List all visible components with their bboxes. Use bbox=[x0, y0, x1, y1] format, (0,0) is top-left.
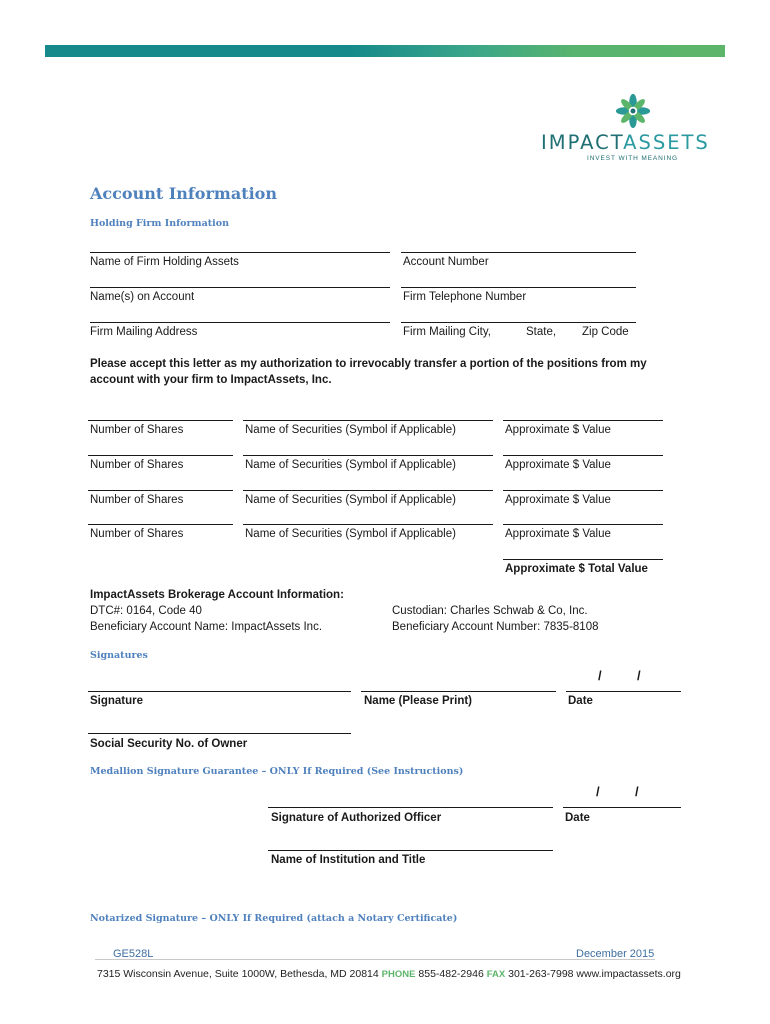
medallion-date-slash-2: / bbox=[635, 784, 639, 799]
securities-label-3: Name of Securities (Symbol if Applicable) bbox=[245, 494, 456, 506]
form-date: December 2015 bbox=[576, 948, 655, 960]
phone-number: 855-482-2946 bbox=[418, 968, 484, 980]
mailing-address-line[interactable] bbox=[90, 322, 390, 323]
fax-number: 301-263-7998 bbox=[508, 968, 574, 980]
officer-signature-label: Signature of Authorized Officer bbox=[271, 812, 442, 824]
custodian: Custodian: Charles Schwab & Co, Inc. bbox=[392, 605, 588, 617]
brand-wordmark bbox=[541, 131, 731, 154]
brand-name-part2: ASSETS bbox=[623, 131, 710, 154]
mailing-city-line[interactable] bbox=[401, 322, 636, 323]
firm-name-line[interactable] bbox=[90, 252, 390, 253]
mailing-address-label: Firm Mailing Address bbox=[90, 326, 198, 338]
date-slash-2: / bbox=[637, 668, 641, 683]
authorization-text: Please accept this letter as my authorization to irrevocably transfer a portion of the positions from my account with your firm to ImpactAssets, Inc. bbox=[90, 358, 647, 386]
medallion-date-line[interactable] bbox=[563, 807, 681, 808]
website-link[interactable]: www.impactassets.org bbox=[576, 968, 681, 980]
holding-section-heading: Holding Firm Information bbox=[90, 218, 229, 229]
securities-label-4: Name of Securities (Symbol if Applicable) bbox=[245, 528, 456, 540]
date-label: Date bbox=[568, 695, 593, 707]
zip-label: Zip Code bbox=[582, 326, 629, 338]
firm-name-label: Name of Firm Holding Assets bbox=[90, 256, 239, 268]
value-label-4: Approximate $ Value bbox=[505, 528, 611, 540]
brand-name-part1: IMPACT bbox=[541, 131, 624, 154]
institution-line[interactable] bbox=[268, 850, 553, 851]
notarized-heading: Notarized Signature – ONLY If Required (attach a Notary Certificate) bbox=[90, 913, 458, 924]
firm-phone-line[interactable] bbox=[401, 287, 636, 288]
securities-line-3[interactable] bbox=[243, 490, 493, 491]
state-label: State, bbox=[526, 326, 557, 338]
account-number-line[interactable] bbox=[401, 252, 636, 253]
shares-label-4: Number of Shares bbox=[90, 528, 184, 540]
header-color-bar bbox=[45, 45, 725, 57]
names-on-account-label: Name(s) on Account bbox=[90, 291, 195, 303]
shares-label-2: Number of Shares bbox=[90, 459, 184, 471]
dtc-number: DTC#: 0164, Code 40 bbox=[90, 605, 202, 617]
medallion-date-slash-1: / bbox=[596, 784, 600, 799]
footer-rule bbox=[95, 959, 655, 960]
names-on-account-line[interactable] bbox=[90, 287, 390, 288]
date-line[interactable] bbox=[566, 691, 681, 692]
securities-label-2: Name of Securities (Symbol if Applicable) bbox=[245, 459, 456, 471]
form-code: GE528L bbox=[113, 948, 154, 960]
ssn-label: Social Security No. of Owner bbox=[90, 738, 248, 750]
signature-line[interactable] bbox=[88, 691, 351, 692]
shares-label-1: Number of Shares bbox=[90, 424, 184, 436]
shares-label-3: Number of Shares bbox=[90, 494, 184, 506]
securities-line-1[interactable] bbox=[243, 420, 493, 421]
securities-line-2[interactable] bbox=[243, 455, 493, 456]
date-slash-1: / bbox=[598, 668, 602, 683]
shares-line-2[interactable] bbox=[88, 455, 233, 456]
total-value-label: Approximate $ Total Value bbox=[505, 563, 648, 575]
signatures-heading: Signatures bbox=[90, 650, 148, 661]
page-title: Account Information bbox=[90, 184, 277, 203]
ssn-line[interactable] bbox=[88, 733, 351, 734]
brand-tagline: INVEST WITH MEANING bbox=[587, 155, 679, 162]
logo-flower-icon bbox=[614, 92, 652, 130]
phone-label: PHONE bbox=[381, 969, 416, 980]
brokerage-heading: ImpactAssets Brokerage Account Information: bbox=[90, 589, 344, 601]
officer-signature-line[interactable] bbox=[268, 807, 553, 808]
value-line-2[interactable] bbox=[503, 455, 663, 456]
signature-label: Signature bbox=[90, 695, 144, 707]
shares-line-3[interactable] bbox=[88, 490, 233, 491]
beneficiary-account-name: Beneficiary Account Name: ImpactAssets Inc. bbox=[90, 621, 323, 633]
value-label-1: Approximate $ Value bbox=[505, 424, 611, 436]
account-number-label: Account Number bbox=[403, 256, 489, 268]
shares-line-1[interactable] bbox=[88, 420, 233, 421]
name-print-line[interactable] bbox=[361, 691, 556, 692]
beneficiary-account-number: Beneficiary Account Number: 7835-8108 bbox=[392, 621, 599, 633]
value-line-3[interactable] bbox=[503, 490, 663, 491]
value-line-1[interactable] bbox=[503, 420, 663, 421]
firm-phone-label: Firm Telephone Number bbox=[403, 291, 527, 303]
medallion-date-label: Date bbox=[565, 812, 590, 824]
medallion-heading: Medallion Signature Guarantee – ONLY If Required (See Instructions) bbox=[90, 766, 464, 777]
mailing-city-label: Firm Mailing City, bbox=[403, 326, 491, 338]
securities-line-4[interactable] bbox=[243, 524, 493, 525]
value-line-4[interactable] bbox=[503, 524, 663, 525]
footer-contact bbox=[97, 968, 681, 980]
securities-label-1: Name of Securities (Symbol if Applicable) bbox=[245, 424, 456, 436]
footer-address: 7315 Wisconsin Avenue, Suite 1000W, Bethesda, MD 20814 bbox=[97, 968, 379, 980]
value-label-2: Approximate $ Value bbox=[505, 459, 611, 471]
name-print-label: Name (Please Print) bbox=[364, 695, 473, 707]
total-value-line[interactable] bbox=[503, 559, 663, 560]
value-label-3: Approximate $ Value bbox=[505, 494, 611, 506]
shares-line-4[interactable] bbox=[88, 524, 233, 525]
institution-label: Name of Institution and Title bbox=[271, 854, 426, 866]
fax-label: FAX bbox=[486, 969, 506, 980]
